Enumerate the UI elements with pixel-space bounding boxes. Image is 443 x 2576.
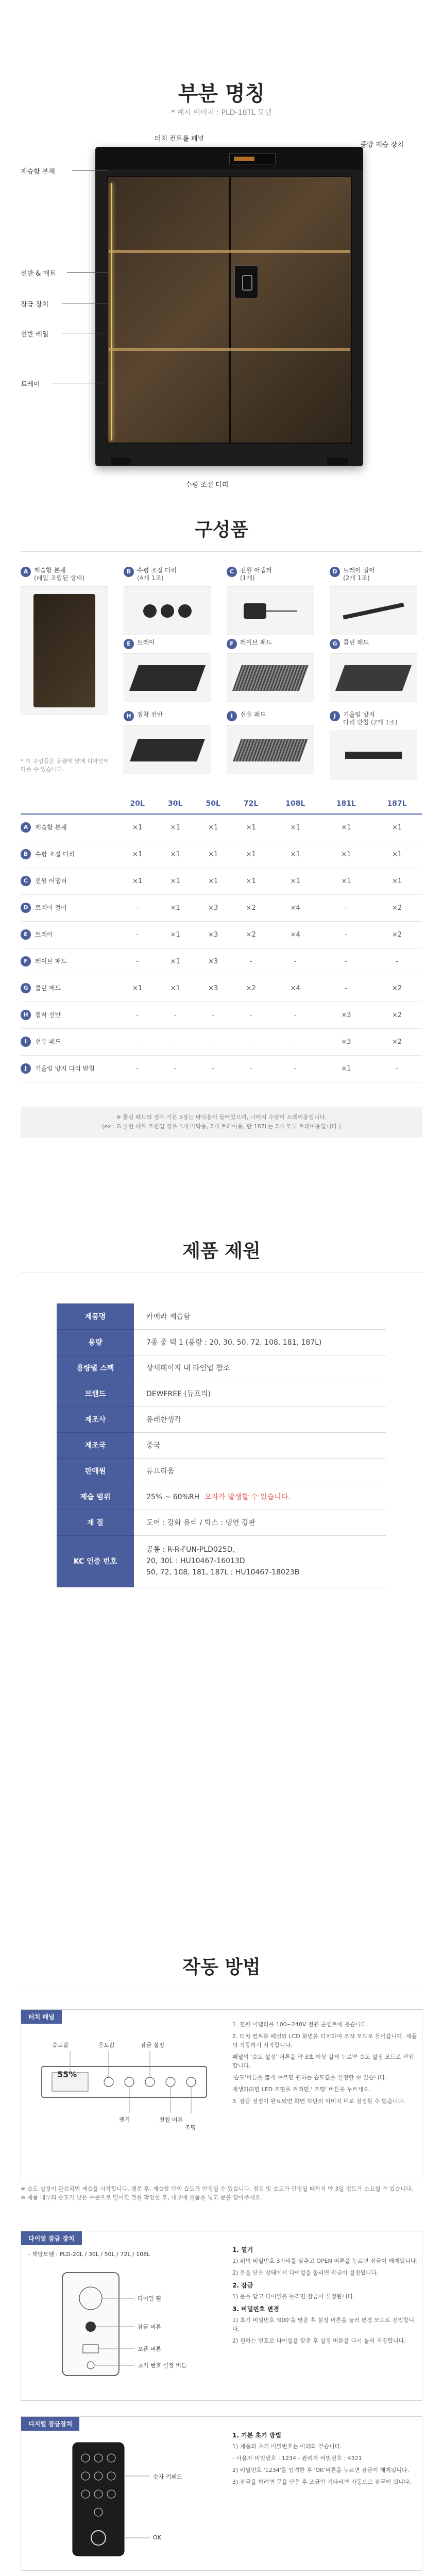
spec-row (57, 1381, 386, 1406)
quantity-item (21, 894, 118, 921)
quantity-cell: ×2 (371, 921, 422, 948)
spec-row (57, 1406, 386, 1432)
parts-subtitle: * 예시 이미지 : PLD-18TL 모델 (171, 109, 272, 117)
dial-h2: 2. 잠금 (232, 2282, 253, 2289)
components-divider (21, 551, 422, 552)
component-j (330, 711, 422, 779)
touch-step: '습도'버튼을 짧게 누르면 원하는 습도값을 설정할 수 있습니다. (232, 2074, 387, 2081)
components-section (0, 515, 443, 1293)
quantity-item-name: 트레이 걸이 (35, 904, 67, 911)
component-b (124, 567, 216, 635)
dial-label-open: 오픈 버튼 (138, 2346, 162, 2352)
component-image (227, 725, 314, 774)
quantity-item-name: 트레이 (35, 930, 53, 938)
quantity-badge: J (21, 1063, 31, 1074)
quantity-row (21, 921, 422, 948)
quantity-cell: - (118, 1028, 156, 1055)
quantity-header-model: 20L (118, 793, 156, 814)
quantity-header-model: 30L (156, 793, 194, 814)
touch-panel-steps (232, 2020, 418, 2109)
line-body (72, 170, 108, 171)
quantity-cell: - (194, 1055, 232, 1082)
quantity-row (21, 1055, 422, 1082)
quantity-table (21, 793, 422, 1082)
touch-foot-1: ※ 습도 설정이 완료되면 제습을 시작합니다. 팽문 후, 제습함 안의 습도가 안정될 수 있습니다. 점검 및 습도가 안정될 때까지 약 3일 정도가 소요될 수 있습니다. (21, 2185, 414, 2192)
digital-t3: 3) 잠금을 하려면 문을 닫은 후 조금만 기다리면 자동으로 잠금이 됩니다. (232, 2479, 412, 2485)
quantity-cell: ×3 (321, 1028, 372, 1055)
quantity-item (21, 1028, 118, 1055)
component-h (124, 711, 216, 774)
quantity-cell: ×1 (371, 841, 422, 868)
quantity-cell: - (371, 1055, 422, 1082)
quantity-item-name: 제습함 본체 (35, 823, 67, 831)
kc-line-3: 50, 72, 108, 181, 187L : HU10467-18023B (146, 1568, 300, 1577)
quantity-cell: - (156, 1002, 194, 1028)
touch-step: 2. 터치 컨트롤 패널의 LCD 화면을 터치하여 조작 모드로 들어갑니다. 제품의 작동하기 시작합니다. (232, 2033, 417, 2048)
quantity-header-blank (21, 793, 118, 814)
component-badge: C (227, 567, 237, 577)
quantity-cell: ×1 (270, 841, 321, 868)
quantity-cell: - (371, 948, 422, 975)
dial-lock-models: - 해당모델 : PLD-20L / 30L / 50L / 72L / 108L (28, 2251, 150, 2258)
quantity-cell: ×2 (371, 1002, 422, 1028)
quantity-item-name: 선유 패드 (35, 1038, 61, 1045)
quantity-item (21, 814, 118, 841)
quantity-item-name: 전원 어댑터 (35, 877, 67, 885)
dial-lock-tag: 다이얼 잠금 장치 (21, 2231, 82, 2245)
specs-section (0, 1236, 443, 1752)
label-shelf-rail: 선반 레일 (21, 331, 49, 338)
quantity-cell: ×1 (321, 814, 372, 841)
quantity-cell: ×1 (156, 921, 194, 948)
quantity-header-row (21, 793, 422, 814)
spec-row (57, 1535, 386, 1587)
quantity-cell: ×1 (156, 841, 194, 868)
quantity-cell: - (321, 921, 372, 948)
spec-key: 용량 (57, 1329, 134, 1355)
component-sub: (레일 조립된 상태) (34, 574, 85, 582)
quantity-item-name: 콜린 패드 (35, 984, 61, 992)
dial-label-wheel: 다이얼 휠 (138, 2295, 162, 2302)
spec-warning: 오차가 발생할 수 있습니다. (205, 1493, 291, 1501)
quantity-item-name: 접착 선반 (35, 1011, 61, 1019)
quantity-cell: - (270, 1028, 321, 1055)
parts-title: 부분 명칭 (178, 82, 265, 106)
quantity-cell: ×1 (118, 841, 156, 868)
spec-key: 판매원 (57, 1458, 134, 1484)
component-d (330, 567, 422, 635)
quantity-note-2: (ex : G 콜린 패드 조립입 경우 1개 바닥용, 2개 트레이용, 단 187L는 2개 모두 트레이용입니다.) (102, 1123, 341, 1130)
digital-lock-diagram (31, 2437, 217, 2561)
component-name: 선유 패드 (240, 711, 266, 718)
label-touch-panel: 터치 컨트롤 패널 (155, 135, 205, 143)
quantity-row (21, 948, 422, 975)
quantity-cell: - (232, 948, 269, 975)
component-image (330, 731, 417, 779)
component-image (227, 653, 314, 702)
components-note: * 각 구성품은 용량에 맞게 디자인이 다를 수 있습니다. (21, 758, 109, 773)
quantity-row (21, 1028, 422, 1055)
touch-panel-shape (229, 153, 276, 164)
spec-key: KC 인증 번호 (57, 1535, 134, 1587)
operation-title: 작동 방법 (182, 1957, 261, 1978)
lock-shape (234, 265, 258, 298)
quantity-badge: D (21, 903, 31, 913)
quantity-cell: ×2 (371, 1028, 422, 1055)
quantity-cell: ×2 (371, 894, 422, 921)
quantity-item-name: 레이브 패드 (35, 957, 67, 965)
quantity-cell: ×3 (194, 921, 232, 948)
quantity-cell: - (270, 948, 321, 975)
spec-key: 브랜드 (57, 1381, 134, 1406)
line-shelf (67, 272, 108, 273)
label-shelf: 선반 & 매트 (21, 270, 56, 278)
door-divider (229, 176, 231, 444)
spec-value: 유레찬생각 (134, 1406, 386, 1432)
kc-line-2: 20, 30L : HU10467-16013D (146, 1557, 245, 1565)
quantity-cell: - (118, 948, 156, 975)
component-badge: E (124, 639, 134, 649)
quantity-cell: - (118, 1055, 156, 1082)
quantity-cell: - (156, 1055, 194, 1082)
quantity-cell: - (232, 1055, 269, 1082)
dial-t1b: 2) 문을 닫은 상태에서 다이얼을 돌리면 잠금이 설정됩니다. (232, 2269, 379, 2276)
label-lock: 중앙 제습 장치 (361, 141, 404, 149)
component-image (124, 586, 211, 635)
quantity-cell: ×1 (371, 814, 422, 841)
quantity-cell: ×1 (371, 868, 422, 894)
digital-t1b: - 사용자 비밀번호 : 1234 - 관리자 비밀번호 : 4321 (232, 2455, 362, 2462)
quantity-cell: - (321, 975, 372, 1002)
panel-label-power: 전원 버튼 (159, 2116, 183, 2123)
component-g (330, 639, 422, 702)
quantity-item (21, 841, 118, 868)
quantity-badge: A (21, 822, 31, 833)
quantity-item-name: 기울임 방지 다리 받침 (35, 1064, 95, 1072)
component-name: 접착 선반 (137, 711, 163, 718)
quantity-badge: C (21, 876, 31, 886)
quantity-badge: E (21, 929, 31, 940)
quantity-row (21, 1002, 422, 1028)
quantity-cell: ×1 (270, 868, 321, 894)
component-badge: J (330, 711, 340, 721)
component-badge: A (21, 567, 31, 577)
quantity-cell: - (321, 894, 372, 921)
component-f (227, 639, 319, 702)
led-strip (111, 183, 112, 440)
foot-right (327, 458, 348, 465)
label-foot: 수평 조절 다리 (185, 481, 229, 489)
spec-row (57, 1329, 386, 1355)
quantity-header-model: 72L (232, 793, 269, 814)
digital-label-ok: OK (153, 2534, 161, 2541)
quantity-row (21, 814, 422, 841)
touch-panel-tag: 터치 패널 (21, 2010, 62, 2024)
dial-t3: 1) 초기 비밀번호 '000'을 맞춘 후 설정 버튼을 눌러 변경 모드로 진입합니다. (232, 2317, 415, 2332)
shelf-upper (109, 250, 350, 253)
quantity-cell: ×1 (156, 868, 194, 894)
quantity-cell: - (156, 1028, 194, 1055)
component-image (330, 586, 417, 635)
component-badge: F (227, 639, 237, 649)
spec-value: 도어 : 강화 유리 / 박스 : 냉연 강판 (134, 1510, 386, 1535)
quantity-cell: ×4 (270, 921, 321, 948)
spec-row (57, 1432, 386, 1458)
quantity-item (21, 948, 118, 975)
quantity-cell: ×1 (232, 814, 269, 841)
dial-h1: 1. 열기 (232, 2246, 253, 2253)
label-lock2: 잠금 장치 (21, 301, 49, 309)
quantity-cell: ×1 (156, 894, 194, 921)
foot-left (111, 458, 131, 465)
quantity-cell: ×1 (156, 948, 194, 975)
quantity-cell: ×2 (371, 975, 422, 1002)
quantity-cell: ×2 (232, 975, 269, 1002)
component-e (124, 639, 216, 702)
component-badge: D (330, 567, 340, 577)
quantity-cell: ×3 (194, 948, 232, 975)
spec-row (57, 1510, 386, 1535)
cabinet-image (95, 147, 363, 466)
spec-value: 중국 (134, 1432, 386, 1458)
component-c (227, 567, 319, 635)
dial-label-button: 잠금 버튼 (138, 2324, 162, 2330)
quantity-cell: ×1 (156, 814, 194, 841)
component-name: 트레이 걸이 (343, 567, 375, 574)
quantity-badge: H (21, 1010, 31, 1020)
component-sub: (4개 1조) (137, 574, 164, 582)
touch-foot-2: ※ 제품 내부의 습도가 낮은 수준으로 떨어진 것을 확인한 후, 내부에 물품을 넣고 문을 닫아주세요. (21, 2194, 262, 2201)
quantity-cell: ×1 (118, 975, 156, 1002)
component-sub: (2개 1조) (343, 574, 370, 582)
shelf-lower (109, 348, 350, 351)
quantity-cell: ×1 (118, 868, 156, 894)
dial-label-confirm: 초기 번호 설정 버튼 (138, 2362, 187, 2369)
spec-row (57, 1458, 386, 1484)
quantity-cell: ×3 (194, 975, 232, 1002)
quantity-item (21, 1055, 118, 1082)
components-title: 구성품 (194, 519, 249, 540)
spec-key: 재 질 (57, 1510, 134, 1535)
spec-key: 용량별 스펙 (57, 1355, 134, 1381)
quantity-cell: ×4 (270, 975, 321, 1002)
component-i (227, 711, 319, 774)
touch-panel-footnote (21, 2184, 422, 2202)
specs-title: 제품 제원 (182, 1241, 261, 1262)
component-name: 수평 조절 다리 (137, 567, 177, 574)
spec-value: 카메라 제습함 (134, 1303, 386, 1329)
quantity-cell: - (194, 1028, 232, 1055)
component-name: 콜린 패드 (343, 639, 369, 646)
kc-line-1: 공통 : R-R-FUN-PLD025D, (146, 1546, 235, 1554)
component-sub: (1개) (240, 574, 255, 582)
quantity-cell: ×1 (156, 975, 194, 1002)
component-sub: 다리 받침 (2개 1조) (343, 719, 398, 726)
quantity-badge: I (21, 1037, 31, 1047)
quantity-header-model: 187L (371, 793, 422, 814)
dial-t3b: 2) 원하는 번호로 다이얼을 맞춘 후 설정 버튼을 다시 눌러 저장합니다. (232, 2337, 406, 2344)
quantity-item (21, 975, 118, 1002)
quantity-cell: ×2 (232, 894, 269, 921)
quantity-note (21, 1107, 422, 1138)
component-name: 트레이 (137, 639, 155, 646)
spec-row (57, 1355, 386, 1381)
quantity-cell: - (194, 1002, 232, 1028)
component-a (21, 567, 113, 715)
panel-label-temp: 온도값 (98, 2042, 115, 2048)
dial-t1: 1) 위의 비밀번호 3자리를 맞추고 OPEN 버튼을 누르면 잠금이 해제됩니다. (232, 2258, 418, 2264)
touch-step: 3. 잠금 설정이 완료되면 화면 하단의 이미지 대로 설정할 수 있습니다. (232, 2098, 405, 2105)
quantity-cell: ×1 (194, 868, 232, 894)
spec-value: DEWFREE (듀프리) (134, 1381, 386, 1406)
component-image (124, 653, 211, 702)
quantity-cell: - (118, 921, 156, 948)
spec-key: 제조국 (57, 1432, 134, 1458)
spec-value: 상세페이지 내 라인업 참조 (134, 1355, 386, 1381)
digital-t2: 2) 비밀번호 '1234'를 입력한 후 'OK'버튼을 누르면 잠금이 해제됩니다. (232, 2467, 410, 2473)
dial-h3: 3. 비밀번호 변경 (232, 2306, 279, 2313)
quantity-cell: ×1 (321, 841, 372, 868)
spec-key: 제습 범위 (57, 1484, 134, 1510)
quantity-cell: ×1 (321, 868, 372, 894)
digital-h1: 1. 기본 초기 방법 (232, 2432, 281, 2439)
digital-lock-box (21, 2416, 422, 2571)
quantity-cell: ×4 (270, 894, 321, 921)
quantity-cell: - (270, 1055, 321, 1082)
quantity-row (21, 894, 422, 921)
spec-value: 듀프리움 (134, 1458, 386, 1484)
operation-section (0, 1953, 443, 2576)
quantity-badge: G (21, 983, 31, 993)
dial-t2: 1) 문을 닫고 다이얼을 돌리면 잠금이 설정됩니다. (232, 2293, 355, 2300)
label-tray: 트레이 (21, 381, 40, 388)
quantity-badge: B (21, 849, 31, 859)
quantity-cell: - (321, 948, 372, 975)
quantity-cell: - (232, 1028, 269, 1055)
touch-step: 1. 전원 어댑터를 100~240V 전원 콘센트에 꽂습니다. (232, 2021, 368, 2028)
panel-label-fan: 팬기 (119, 2116, 130, 2123)
quantity-item-name: 수평 조절 다리 (35, 850, 75, 858)
quantity-header-model: 50L (194, 793, 232, 814)
label-body: 제습함 본체 (21, 168, 55, 176)
touch-step: 패널의 '습도 설정' 버튼을 약 3초 이상 길게 누르면 습도 설정 모드로 진입합니다. (232, 2054, 414, 2069)
panel-label-light: 조명 (185, 2124, 196, 2131)
spec-value (134, 1535, 386, 1587)
component-name: 제습함 본체 (34, 567, 66, 574)
quantity-cell: - (118, 1002, 156, 1028)
parts-section (0, 0, 443, 515)
quantity-cell: ×1 (194, 841, 232, 868)
quantity-badge: F (21, 956, 31, 967)
digital-t1: 1) 제품의 초기 비밀번호는 아래와 같습니다. (232, 2443, 342, 2450)
component-image (21, 586, 108, 715)
quantity-item (21, 1002, 118, 1028)
quantity-row (21, 841, 422, 868)
quantity-cell: - (232, 1002, 269, 1028)
quantity-row (21, 868, 422, 894)
quantity-cell: ×1 (232, 841, 269, 868)
quantity-item (21, 868, 118, 894)
quantity-cell: - (270, 1002, 321, 1028)
quantity-cell: ×1 (270, 814, 321, 841)
quantity-cell: ×1 (118, 814, 156, 841)
spec-key: 제조사 (57, 1406, 134, 1432)
panel-display: 55% (57, 2070, 77, 2079)
quantity-header-model: 108L (270, 793, 321, 814)
component-badge: H (124, 711, 134, 721)
component-name: 전원 어댑터 (240, 567, 272, 574)
spec-value (134, 1484, 386, 1510)
spec-value-text: 25% ~ 60%RH (146, 1493, 200, 1501)
digital-label-pad: 숫자 키패드 (153, 2473, 182, 2480)
component-name: 기울임 방지 (343, 711, 375, 718)
quantity-cell: ×1 (194, 814, 232, 841)
component-image (124, 725, 211, 774)
spec-row (57, 1484, 386, 1510)
component-image (330, 653, 417, 702)
component-badge: B (124, 567, 134, 577)
quantity-cell: ×1 (321, 1055, 372, 1082)
panel-label-humid: 습도값 (52, 2042, 69, 2048)
spec-table (57, 1303, 386, 1587)
quantity-cell: - (118, 894, 156, 921)
quantity-cell: ×3 (194, 894, 232, 921)
spec-key: 제품명 (57, 1303, 134, 1329)
dial-lock-box (21, 2231, 422, 2401)
quantity-note-1: ※ 콜린 패드의 경우 기본 5장는 바닥용이 들어있으며, 나머지 수량이 트레이용입니다. (116, 1114, 327, 1121)
spec-row (57, 1303, 386, 1329)
component-badge: I (227, 711, 237, 721)
quantity-header-model: 181L (321, 793, 372, 814)
component-image (227, 586, 314, 635)
digital-lock-steps (232, 2427, 418, 2489)
quantity-cell: ×1 (232, 868, 269, 894)
spec-value: 7종 중 택 1 (용량 : 20, 30, 50, 72, 108, 181, 187L) (134, 1329, 386, 1355)
quantity-cell: ×2 (232, 921, 269, 948)
digital-lock-tag: 디지털 잠금장치 (21, 2417, 79, 2431)
component-badge: G (330, 639, 340, 649)
quantity-cell: ×3 (321, 1002, 372, 1028)
quantity-item (21, 921, 118, 948)
touch-panel-box (21, 2009, 422, 2179)
quantity-row (21, 975, 422, 1002)
dial-lock-steps (232, 2242, 418, 2348)
dial-lock-diagram (31, 2267, 217, 2381)
touch-step: 재생하려면 LED 조명을 켜려면 ' 조명' 버튼을 누르세요. (232, 2086, 371, 2093)
panel-label-lock: 잠금 설정 (141, 2042, 165, 2048)
component-name: 레이브 패드 (240, 639, 272, 646)
